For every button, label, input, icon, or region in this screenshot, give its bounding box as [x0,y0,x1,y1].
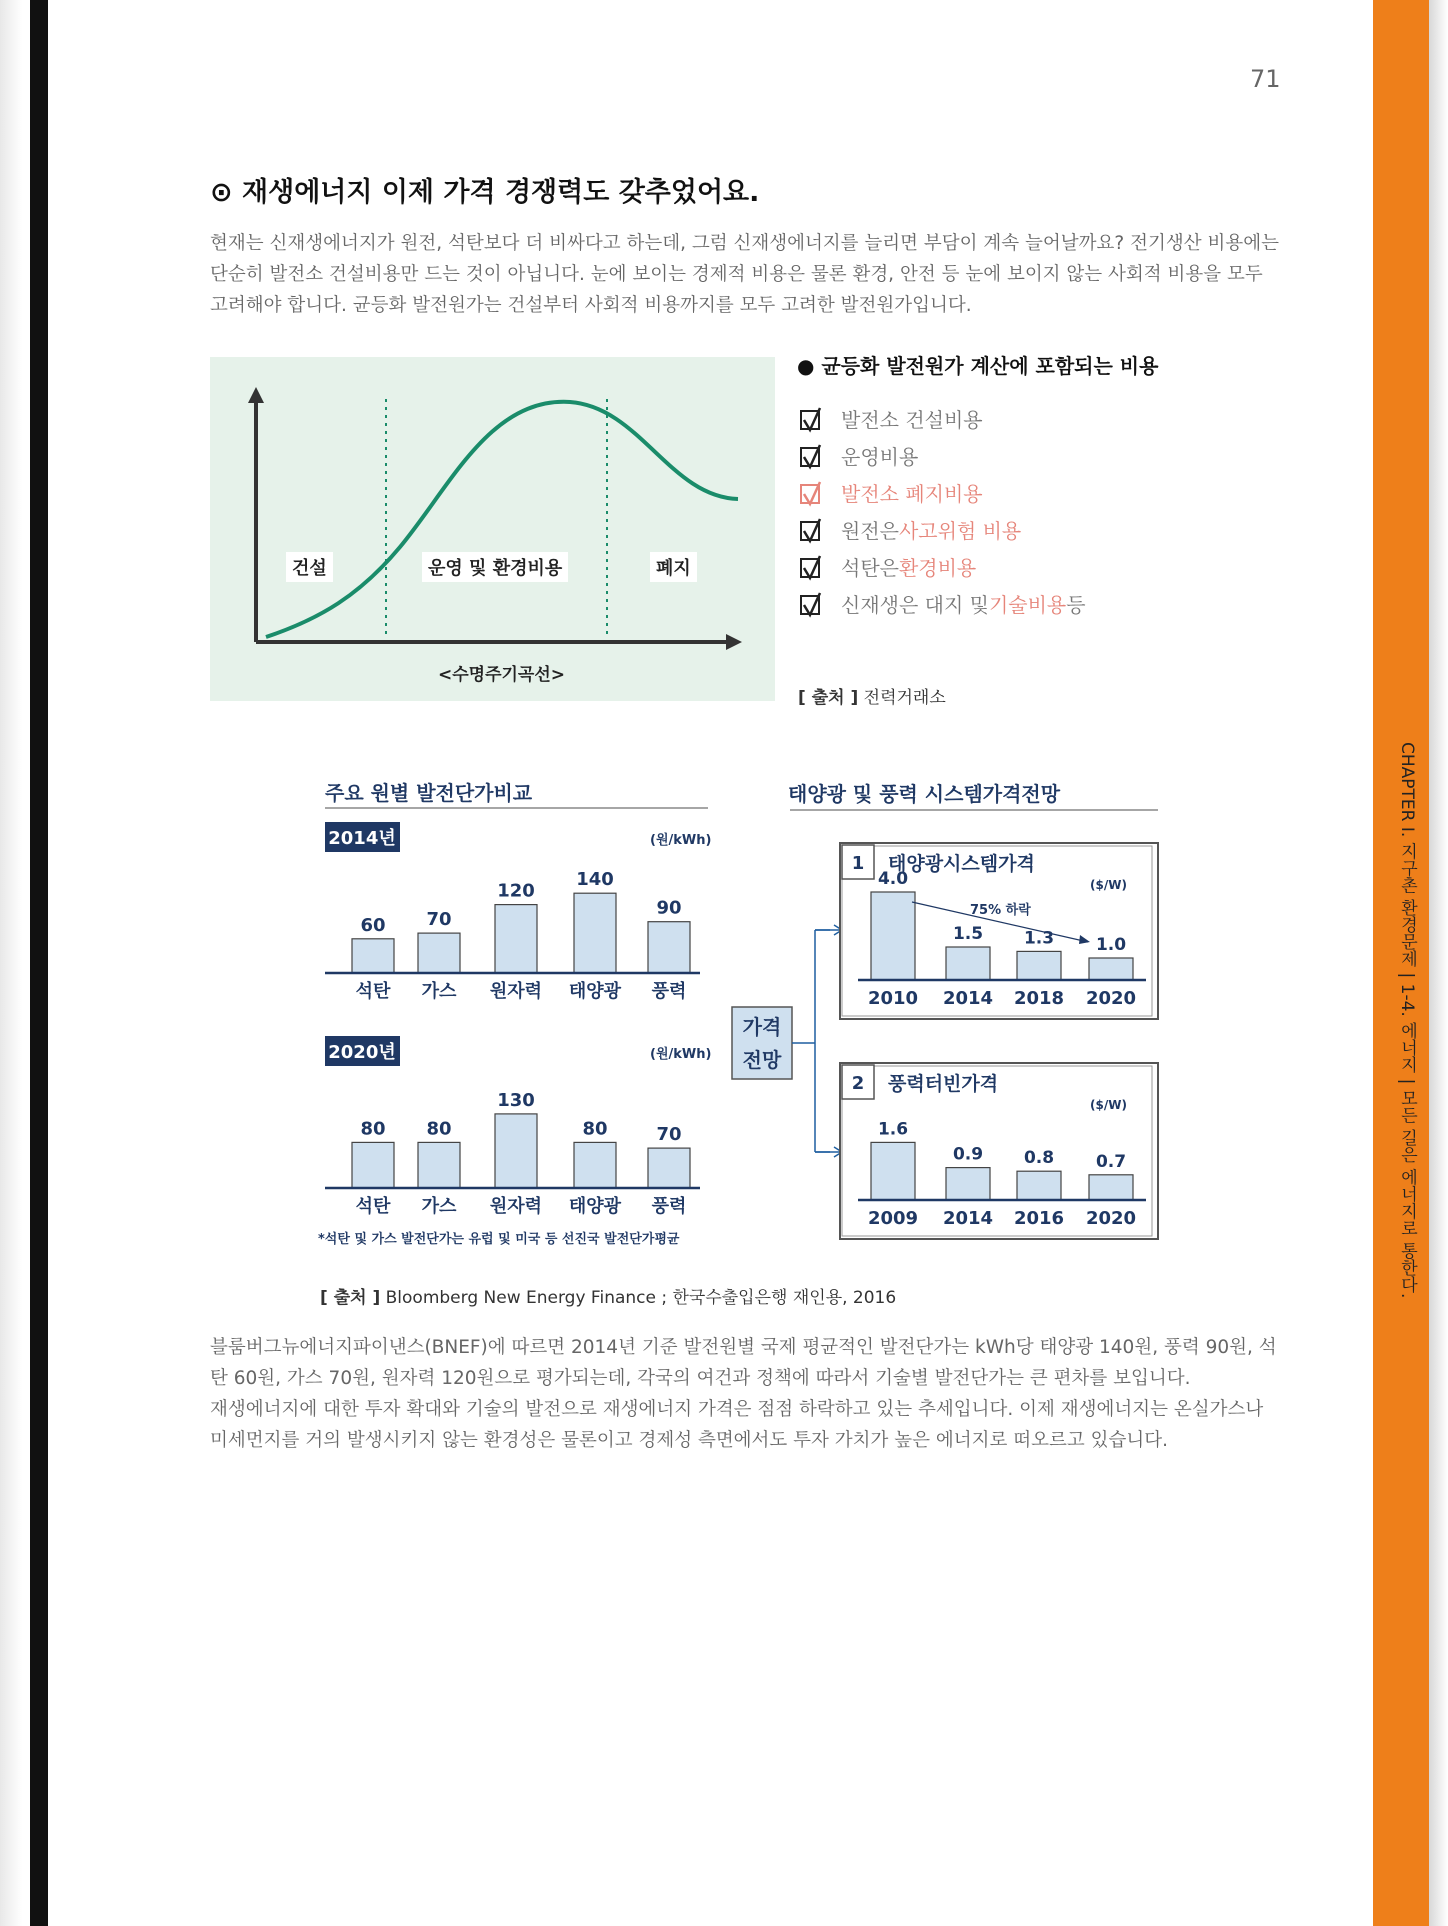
trend-annotation: 75% 하락 [970,903,1031,918]
checkmark-icon [800,406,826,432]
bar-value-label: 1.5 [952,924,984,944]
cost-list-item [800,400,1086,437]
cost-list-item [800,437,1086,474]
panel-title: 태양광시스템가격 [888,853,1035,875]
bar [352,939,394,973]
cost-list-item [800,548,1086,585]
bar-value-label: 70 [656,1124,682,1146]
text-line: 현재는 신재생에너지가 원전, 석탄보다 더 비싸다고 하는데, 그럼 신재생에너지를 늘리면 부담이 계속 늘어날까요? 전기생산 비용에는 [210,233,1279,254]
bar [871,892,915,980]
unit-label: (원/kWh) [650,1047,712,1062]
bar-value-label: 0.7 [1095,1151,1127,1172]
cost-highlight-text: 발전소 폐지비용 [841,482,983,506]
bar [1017,1171,1061,1200]
bar-value-label: 1.3 [1023,928,1055,949]
bar-value-label: 70 [426,909,452,931]
section-heading [210,170,759,209]
panel-number: 1 [851,853,865,874]
text-line: 단순히 발전소 건설비용만 드는 것이 아닙니다. 눈에 보이는 경제적 비용은 물론 환경, 안전 등 눈에 보이지 않는 사회적 비용을 모두 [210,264,1263,285]
bar [871,1142,915,1200]
bar [574,893,616,973]
bar-value-label: 90 [656,897,682,919]
comparison-panels [325,822,711,1217]
bar [418,933,460,973]
target-bullet-icon: ⊙ [210,177,233,208]
cost-text: 발전소 건설비용 [841,408,983,432]
outlook-center-label: 가격 [742,1015,782,1039]
bar [946,1168,990,1200]
price-comparison-figure [310,770,1180,1260]
figure-source [320,1283,896,1308]
cost-source [798,683,946,708]
chapter-tab-text: CHAPTER I. 지구촌 환경문제 | 1-4. 에너지 | 모든 길은 에너지로 통한다. [1397,742,1417,1299]
lifecycle-figure [210,357,775,701]
bullet-icon: ● [797,354,815,378]
bar-value-label: 140 [576,869,614,891]
x-axis-arrow [726,634,742,650]
bar [1017,951,1061,980]
cost-text: 신재생은 대지 및 [841,593,989,617]
year-label: 2014 [942,1208,994,1229]
text-line: 블룸버그뉴에너지파이낸스(BNEF)에 따르면 2014년 기준 발전원별 국제 평균적인 발전단가는 kWh당 태양광 140원, 풍력 90원, 석 [210,1337,1277,1358]
bar-value-label: 0.9 [952,1144,984,1165]
comparison-note: *석탄 및 가스 발전단가는 유럽 및 미국 등 선진국 발전단가평균 [318,1232,680,1247]
unit-label: (원/kWh) [650,833,712,848]
bar-value-label: 1.0 [1095,935,1127,955]
year-label: 2020 [1085,1208,1137,1229]
year-badge-label: 2014년 [328,828,396,849]
bar-value-label: 80 [360,1118,386,1140]
source-text: Bloomberg New Energy Finance ; 한국수출입은행 재인용, 2016 [385,1288,897,1308]
source-label: [ 출처 ] [798,688,859,708]
text-line: 고려해야 합니다. 균등화 발전원가는 건설부터 사회적 비용까지를 모두 고려한 발전원가입니다. [210,295,972,316]
bar [1089,1175,1133,1200]
book-spine-edge [30,0,48,1926]
bar-value-label: 130 [497,1089,535,1111]
outlook-center-label: 전망 [742,1048,782,1072]
lifecycle-caption: <수명주기곡선> [438,665,566,685]
checkmark-icon [800,517,826,543]
cost-list-item [800,511,1086,548]
cost-text: 원전은 [841,519,899,543]
checkmark-icon [800,443,826,469]
bar [946,947,990,980]
unit-label: ($/W) [1090,1098,1127,1112]
outlook-title: 태양광 및 풍력 시스템가격전망 [788,782,1061,806]
category-label: 태양광 [568,1196,622,1217]
checkmark-icon [800,480,826,506]
y-axis-arrow [248,387,264,403]
category-label: 가스 [421,1196,457,1217]
panel-title: 풍력터빈가격 [888,1073,999,1095]
checkmark-icon [800,591,826,617]
bar [1089,958,1133,980]
bar [574,1142,616,1188]
stage-label-construction: 건설 [286,552,333,582]
year-label: 2014 [942,988,994,1009]
category-label: 석탄 [355,1196,391,1217]
comparison-title: 주요 원별 발전단가비교 [325,781,533,805]
page-edge-shadow [1429,0,1448,1926]
bar-value-label: 4.0 [877,869,909,889]
page-number: 71 [1250,65,1281,93]
cost-list-item [800,474,1086,511]
bar-value-label: 80 [582,1118,608,1140]
source-text: 전력거래소 [863,688,946,708]
year-label: 2016 [1013,1208,1065,1229]
bar [648,1148,690,1188]
cost-text: 등 [1066,593,1086,617]
cost-highlight-text: 환경비용 [898,556,977,580]
category-label: 석탄 [355,981,391,1002]
category-label: 풍력 [651,1196,687,1217]
cost-list-title [797,350,1158,379]
stage-label-decommission: 폐지 [650,552,697,582]
bar-value-label: 1.6 [877,1119,909,1140]
stage-label-operation: 운영 및 환경비용 [422,552,568,582]
cost-text: 석탄은 [841,556,899,580]
category-label: 원자력 [489,981,543,1002]
category-label: 원자력 [489,1196,543,1217]
cost-list-title-text: 균등화 발전원가 계산에 포함되는 비용 [821,354,1159,378]
bar-value-label: 0.8 [1023,1148,1055,1169]
outlook-panels [840,843,1158,1239]
year-label: 2018 [1013,988,1065,1009]
unit-label: ($/W) [1090,878,1127,892]
bar [495,905,537,973]
cost-list [800,400,1086,622]
bar-value-label: 120 [497,880,535,902]
cost-list-item [800,585,1086,622]
year-badge-label: 2020년 [328,1042,396,1063]
text-line: 미세먼지를 거의 발생시키지 않는 환경성은 물론이고 경제성 측면에서도 투자 가치가 높은 에너지로 떠오르고 있습니다. [210,1430,1169,1451]
year-label: 2010 [867,988,919,1009]
bar-value-label: 60 [360,914,386,936]
cost-highlight-text: 기술비용 [988,593,1067,617]
bar-value-label: 80 [426,1118,452,1140]
text-line: 재생에너지에 대한 투자 확대와 기술의 발전으로 재생에너지 가격은 점점 하락하고 있는 추세입니다. 이제 재생에너지는 온실가스나 [210,1399,1264,1420]
text-line: 탄 60원, 가스 70원, 원자력 120원으로 평가되는데, 각국의 여건과 정책에 따라서 기술별 발전단가는 큰 편차를 보입니다. [210,1368,1191,1389]
checkmark-icon [800,554,826,580]
lifecycle-curve [266,402,738,637]
outlook-connector [792,930,830,1152]
page-shadow [0,0,22,1926]
bar [418,1142,460,1188]
category-label: 태양광 [568,981,622,1002]
cost-highlight-text: 사고위험 비용 [898,519,1022,543]
bar [495,1114,537,1188]
outro-paragraph [210,1332,1285,1456]
category-label: 풍력 [651,981,687,1002]
source-label: [ 출처 ] [320,1288,381,1308]
panel-number: 2 [851,1073,865,1094]
lifecycle-diagram [210,357,775,701]
category-label: 가스 [421,981,457,1002]
intro-paragraph [210,228,1285,321]
section-heading-text: 재생에너지 이제 가격 경쟁력도 갖추었어요. [242,177,760,208]
year-label: 2009 [867,1208,919,1229]
bar [352,1142,394,1188]
year-label: 2020 [1085,988,1137,1009]
cost-text: 운영비용 [841,445,919,469]
bar [648,922,690,973]
